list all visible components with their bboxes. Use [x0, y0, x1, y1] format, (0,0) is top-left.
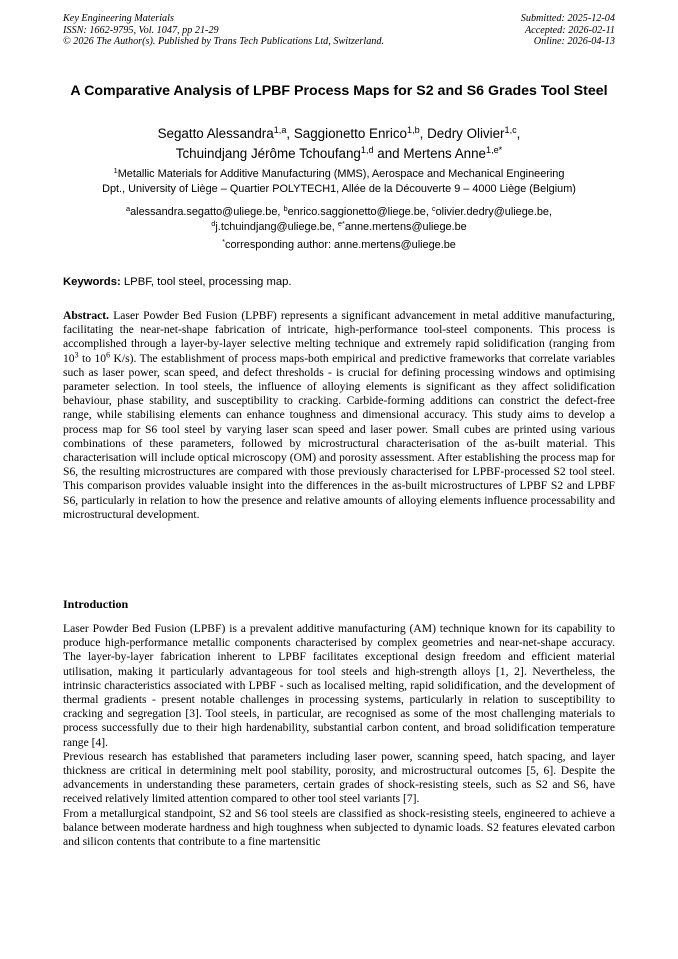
- author-superscript: 1,d: [360, 145, 374, 155]
- author-emails: [40, 205, 638, 234]
- email-superscript: e*: [337, 218, 345, 228]
- keywords-label: Keywords:: [63, 276, 121, 288]
- abstract-text: Laser Powder Bed Fusion (LPBF) represents a significant advancement in metal additive manufacturing, facilitating the near-net-shape fabrication of intricate, high-performance tool-steel components. This process is accomplished through a layer-by-layer selective melting technique and extremely rapid solidification (ranging from 10: [63, 309, 615, 365]
- email-separator: ,: [277, 206, 284, 218]
- email-address[interactable]: alessandra.segatto@uliege.be: [130, 206, 278, 218]
- author-superscript: 1,a: [273, 125, 287, 135]
- author: [403, 146, 502, 161]
- email-superscript: b: [283, 203, 288, 213]
- abstract: [63, 309, 615, 522]
- corresponding-superscript: *: [222, 236, 226, 246]
- abstract-text: to 10: [78, 351, 107, 365]
- affiliation-line-2: Dpt., University of Liège – Quartier POLYTECH1, Allée de la Découverte 9 – 4000 Liège (Belgium): [102, 182, 576, 195]
- author-name: Mertens Anne: [403, 146, 486, 161]
- email-address[interactable]: anne.mertens@uliege.be: [344, 220, 467, 233]
- email-address[interactable]: j.tchuindjang@uliege.be: [215, 220, 332, 233]
- email-superscript: c: [431, 203, 436, 213]
- author: [427, 126, 520, 141]
- author: [158, 126, 294, 141]
- issn-line: ISSN: 1662-9795, Vol. 1047, pp 21-29: [63, 24, 219, 36]
- email-separator: ,: [548, 206, 552, 218]
- author: [294, 126, 427, 141]
- email-address[interactable]: enrico.saggionetto@liege.be: [287, 206, 426, 218]
- paper-title: A Comparative Analysis of LPBF Process Maps for S2 and S6 Grades Tool Steel: [70, 83, 608, 99]
- author-separator: ,: [516, 126, 521, 141]
- author-name: Tchuindjang Jérôme Tchoufang: [175, 146, 361, 161]
- corresponding-author: [40, 238, 638, 252]
- introduction-body: [63, 622, 615, 849]
- author-name: Saggionetto Enrico: [293, 126, 407, 141]
- keywords-text: LPBF, tool steel, processing map.: [120, 276, 292, 288]
- abstract-exponent: 3: [74, 350, 79, 360]
- corresponding-text: corresponding author: anne.mertens@uliege.be: [225, 239, 456, 251]
- body-paragraph: From a metallurgical standpoint, S2 and S6 tool steels are classified as shock-resisting steels, engineered to achieve a balance between moderate hardness and high toughness when subjected to dynamic loads. S2 features elevated carbon and silicon contents that contribute to a fine martensitic: [63, 806, 615, 849]
- keywords: [63, 275, 615, 289]
- online-date: Online: 2026-04-13: [533, 36, 615, 48]
- copyright-line: © 2026 The Author(s). Published by Trans Tech Publications Ltd, Switzerland.: [63, 36, 385, 48]
- abstract-text: K/s). The establishment of process maps-both empirical and predictive frameworks that correlate variables such as laser power, scan speed, and defect thresholds - is crucial for defining processing windows and optimising parameter selection. In tool steels, the influence of alloying elements is significant as they affect solidification behaviour, phase stability, and susceptibility to cracking. Carbide-forming additions can constrict the defect-free range, while stabilising elements can enhance toughness and dimensional accuracy. This study aims to develop a process map for S6 tool steel by varying laser scan speed and laser power. Small cubes are printed using various combinations of these parameters, followed by microstructural characterisation of the as-built material. This characterisation will include optical microscopy (OM) and porosity assessment. After establishing the process map for S6, the resulting microstructures are compared with those previously characterised for LPBF-processed S2 tool steel. This comparison provides valuable insight into the differences in the as-built microstructures of LPBF S2 and LPBF S6, particularly in relation to how the presence and relative amounts of alloying elements influence processability and microstructural development.: [63, 351, 615, 521]
- author-superscript: 1,b: [407, 125, 420, 135]
- email-separator: ,: [331, 220, 338, 233]
- body-paragraph: Previous research has established that parameters including laser power, scanning speed, hatch spacing, and layer thickness are critical in determining melt pool stability, porosity, and microstructural outcomes [5, 6]. Despite the advancements in understanding these parameters, certain grades of shock-resisting steels, such as S2 and S6, have received relatively limited attention compared to other tool steel variants [7].: [63, 749, 615, 806]
- submitted-date: Submitted: 2025-12-04: [520, 13, 615, 24]
- body-paragraph: Laser Powder Bed Fusion (LPBF) is a prevalent additive manufacturing (AM) technique known for its capability to produce high-performance metallic components characterised by complex geometries and near-net-shape accuracy. The layer-by-layer fabrication inherent to LPBF facilitates exceptional design freedom and efficient material utilisation, making it particularly advantageous for tool steels and high-strength alloys [1, 2]. Nevertheless, the intrinsic characteristics associated with LPBF - such as localised melting, rapid solidification, and the development of thermal gradients - present notable challenges in processing systems, particularly in relation to susceptibility to cracking and segregation [3]. Tool steels, in particular, are recognised as some of the most challenging materials to process successfully due to their high hardenability, substantial carbon content, and broad solidification temperature range [4].: [63, 622, 615, 749]
- email-address[interactable]: olivier.dedry@uliege.be: [435, 206, 549, 218]
- abstract-exponent: 6: [106, 350, 111, 360]
- author-name: Segatto Alessandra: [157, 126, 274, 141]
- affiliation: [40, 167, 638, 196]
- journal-header-right: [521, 13, 615, 48]
- abstract-label: Abstract.: [63, 309, 110, 322]
- section-heading-introduction: Introduction: [63, 597, 129, 611]
- email-separator: ,: [425, 206, 432, 218]
- author: [176, 146, 404, 161]
- author-list: [40, 124, 638, 164]
- author-superscript: 1,e*: [486, 145, 503, 155]
- author-name: Dedry Olivier: [427, 126, 505, 141]
- affiliation-superscript: 1: [113, 165, 118, 175]
- author-separator: ,: [286, 126, 294, 141]
- affiliation-line-1: Metallic Materials for Additive Manufacturing (MMS), Aerospace and Mechanical Engineering: [117, 168, 565, 180]
- author-separator: ,: [419, 126, 428, 141]
- journal-name: Key Engineering Materials: [63, 13, 174, 24]
- author-superscript: 1,c: [504, 125, 517, 135]
- email-superscript: d: [211, 218, 216, 228]
- author-separator: and: [373, 146, 404, 161]
- journal-header-left: [63, 13, 384, 48]
- email-superscript: a: [126, 203, 131, 213]
- accepted-date: Accepted: 2026-02-11: [524, 24, 615, 36]
